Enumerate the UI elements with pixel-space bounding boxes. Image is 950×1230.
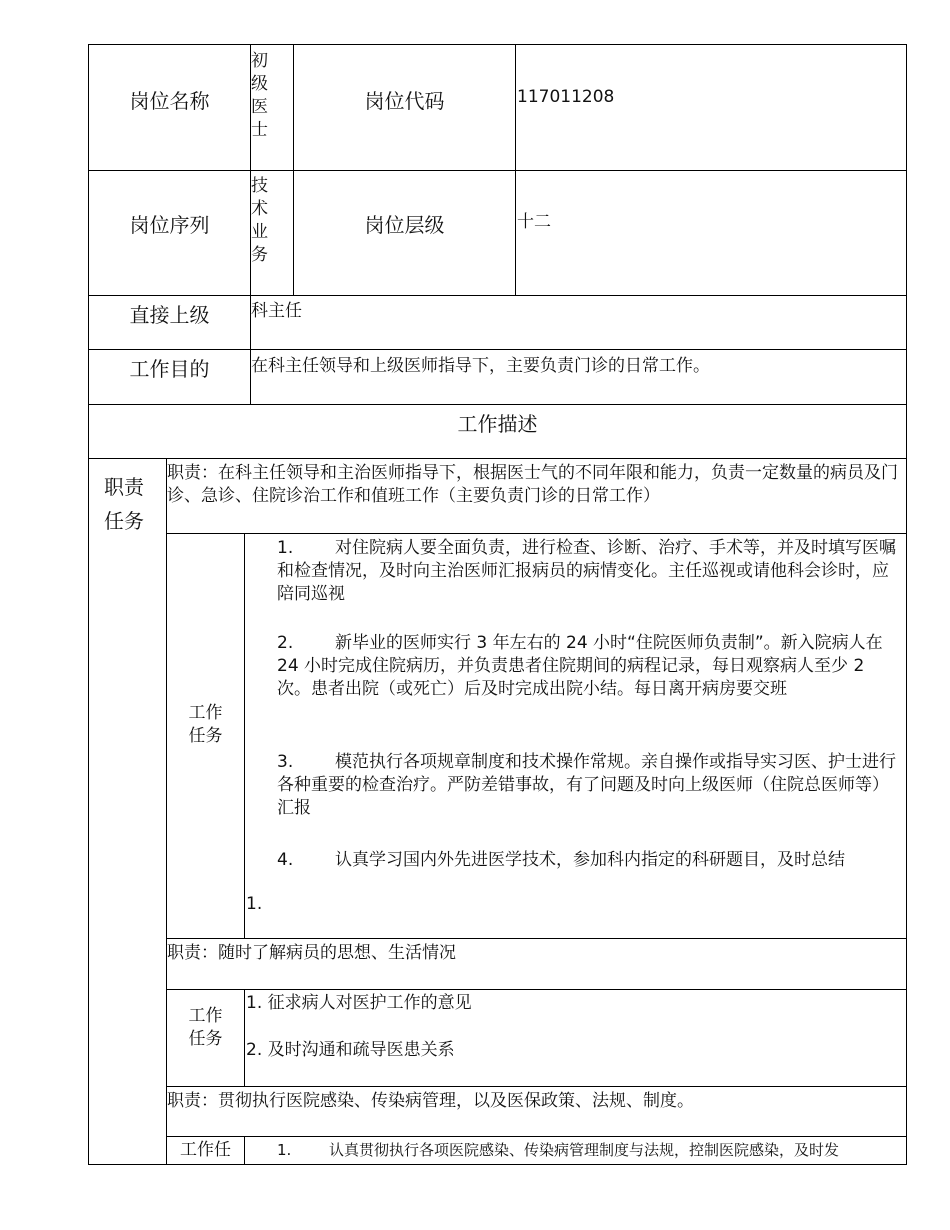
post-code-label: 岗位代码 [364, 88, 445, 113]
task-text: 模范执行各项规章制度和技术操作常规。亲自操作或指导实习医、护士进行各种重要的检查治疗。严防差错事故，有了问题及时向上级医师（住院总医师等）汇报 [277, 752, 896, 818]
rule [515, 44, 516, 295]
rule [88, 1164, 907, 1165]
post-code-value: 117011208 [517, 87, 615, 107]
rule [166, 989, 907, 990]
duty-title: 职责：贯彻执行医院感染、传染病管理，以及医保政策、法规、制度。 [167, 1091, 694, 1111]
post-level-label: 岗位层级 [364, 212, 445, 237]
post-name-value: 初级医士 [251, 51, 268, 140]
rule [906, 44, 907, 1165]
task-item [277, 632, 897, 701]
task-item: 1. 征求病人对医护工作的意见 [246, 993, 472, 1013]
task-number: 1. [277, 538, 294, 558]
section-title: 工作描述 [457, 411, 538, 436]
task-text: 对住院病人要全面负责，进行检查、诊断、治疗、手术等，并及时填写医嘱和检查情况，及时向主治医师汇报病员的病情变化。主任巡视或请他科会诊时，应陪同巡视 [277, 538, 896, 604]
superior-value: 科主任 [251, 301, 302, 321]
task-item: 2. 及时沟通和疏导医患关系 [246, 1040, 455, 1060]
purpose-value: 在科主任领导和上级医师指导下，主要负责门诊的日常工作。 [251, 356, 710, 376]
rule [88, 458, 907, 459]
post-level-value: 十二 [517, 212, 551, 232]
rule [166, 1136, 907, 1137]
rule [166, 533, 907, 534]
rule [244, 1136, 245, 1165]
task-number: 1. [277, 1141, 292, 1159]
rule [244, 989, 245, 1086]
task-number: 4. [277, 850, 294, 870]
task-text: 认真学习国内外先进医学技术，参加科内指定的科研题目，及时总结 [335, 850, 845, 870]
task-text: 新毕业的医师实行 3 年左右的 24 小时“住院医师负责制”。新入院病人在 24 小时完成住院病历，并负责患者住院期间的病程记录，每日观察病人至少 2 次。患者出院（或死亡）后及时完成出院小结。每日离开病房要交班 [277, 633, 883, 699]
task-label: 工作任务 [188, 702, 223, 746]
task-trailing-number: 1. [246, 894, 263, 914]
task-number: 3. [277, 752, 294, 772]
superior-label: 直接上级 [129, 302, 210, 327]
task-number: 2. [277, 633, 294, 653]
duty-title: 职责：随时了解病员的思想、生活情况 [167, 943, 456, 963]
task-item [277, 1140, 902, 1160]
task-label: 工作任 [180, 1140, 231, 1160]
rule [166, 938, 907, 939]
duty-label: 职责任务 [104, 475, 144, 533]
task-item [277, 537, 897, 606]
rule [166, 1086, 907, 1087]
post-name-label: 岗位名称 [129, 88, 210, 113]
task-label: 工作任务 [188, 1005, 223, 1049]
rule [244, 533, 245, 938]
task-item [277, 849, 902, 872]
task-text: 认真贯彻执行各项医院感染、传染病管理制度与法规，控制医院感染，及时发 [329, 1141, 840, 1159]
duty-title: 职责：在科主任领导和主治医师指导下，根据医士气的不同年限和能力，负责一定数量的病员及门诊、急诊、住院诊治工作和值班工作（主要负责门诊的日常工作） [167, 463, 898, 506]
task-item [277, 751, 897, 820]
purpose-label: 工作目的 [129, 356, 210, 381]
post-series-label: 岗位序列 [129, 212, 210, 237]
post-series-value: 技术业务 [251, 176, 268, 265]
